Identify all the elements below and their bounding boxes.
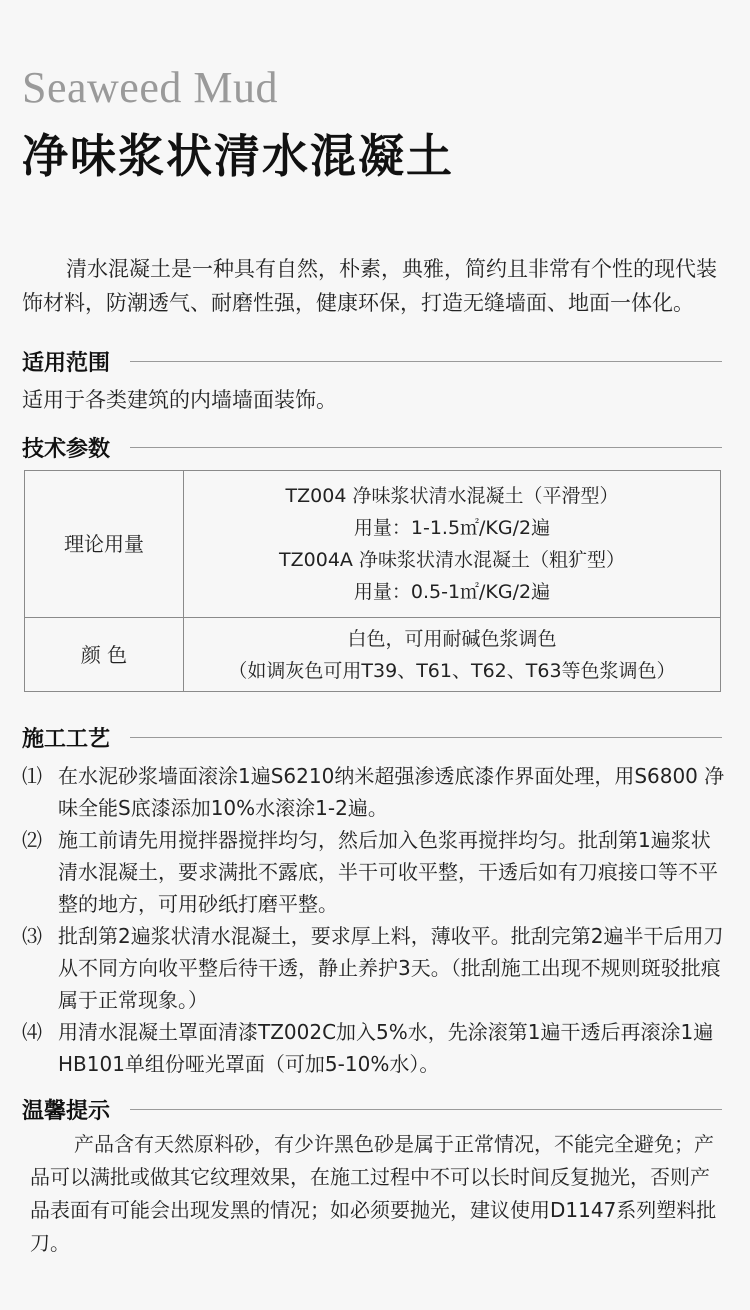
tips-paragraph — [30, 1128, 720, 1260]
section-tech-label: 技术参数 — [22, 437, 111, 462]
param-key-color: 颜 色 — [25, 618, 184, 692]
list-item — [22, 1016, 727, 1080]
param-value-usage — [184, 471, 721, 618]
step-text: 用清水混凝土罩面清漆TZ002C加入5%水，先涂滚第1遍干透后再滚涂1遍HB101单组份哑光罩面（可加5-10%水）。 — [58, 1020, 714, 1076]
step-text: 批刮第2遍浆状清水混凝土，要求厚上料，薄收平。批刮完第2遍半干后用刀从不同方向收平整后待干透，静止养护3天。（批刮施工出现不规则斑驳批痕属于正常现象。） — [58, 924, 724, 1012]
param-key-usage: 理论用量 — [25, 471, 184, 618]
param-line: 白色，可用耐碱色浆调色 — [347, 627, 557, 650]
step-text: 施工前请先用搅拌器搅拌均匀，然后加入色浆再搅拌均匀。批刮第1遍浆状清水混凝土，要求满批不露底，半干可收平整，干透后如有刀痕接口等不平整的地方，可用砂纸打磨平整。 — [58, 828, 718, 916]
param-line: TZ004A 净味浆状清水混凝土（粗犷型） — [279, 549, 625, 571]
section-scope-label: 适用范围 — [22, 351, 111, 376]
intro-text: 清水混凝土是一种具有自然，朴素，典雅，简约且非常有个性的现代装饰材料，防潮透气、耐磨性强，健康环保，打造无缝墙面、地面一体化。 — [22, 257, 717, 315]
section-divider — [130, 737, 722, 738]
section-divider — [130, 447, 722, 448]
section-tips-label: 温馨提示 — [22, 1099, 111, 1124]
table-row — [25, 471, 721, 618]
section-tips-header — [22, 1094, 722, 1125]
list-item — [22, 920, 727, 1016]
section-divider — [130, 1109, 722, 1110]
section-divider — [130, 361, 722, 362]
scope-text: 适用于各类建筑的内墙墙面装饰。 — [22, 388, 337, 412]
list-item — [22, 760, 727, 824]
section-process-label: 施工工艺 — [22, 727, 111, 752]
section-tech-header — [22, 432, 722, 463]
section-process-header — [22, 722, 722, 753]
product-title: 净味浆状清水混凝土 — [22, 129, 454, 183]
step-number: ⑵ — [22, 828, 42, 852]
english-title: Seaweed Mud — [22, 63, 278, 112]
section-scope-header — [22, 346, 722, 377]
tips-text: 产品含有天然原料砂，有少许黑色砂是属于正常情况，不能完全避免；产品可以满批或做其它纹理效果，在施工过程中不可以长时间反复抛光，否则产品表面有可能会出现发黑的情况；如必须要抛光，建议使用D1147系列塑料批刀。 — [30, 1132, 717, 1255]
param-value-color — [184, 618, 721, 692]
step-number: ⑶ — [22, 924, 42, 948]
param-line: 用量：1-1.5㎡/KG/2遍 — [353, 517, 551, 539]
param-line: 用量：0.5-1㎡/KG/2遍 — [353, 581, 551, 603]
table-row — [25, 618, 721, 692]
param-line: （如调灰色可用T39、T61、T62、T63等色浆调色） — [228, 659, 676, 682]
step-text: 在水泥砂浆墙面滚涂1遍S6210纳米超强渗透底漆作界面处理，用S6800 净味全能S底漆添加10%水滚涂1-2遍。 — [58, 764, 725, 820]
intro-paragraph — [22, 252, 722, 320]
param-line: TZ004 净味浆状清水混凝土（平滑型） — [285, 485, 619, 507]
list-item — [22, 824, 727, 920]
process-steps — [22, 760, 727, 1080]
step-number: ⑴ — [22, 764, 42, 788]
tech-params-table — [24, 470, 721, 692]
step-number: ⑷ — [22, 1020, 42, 1044]
